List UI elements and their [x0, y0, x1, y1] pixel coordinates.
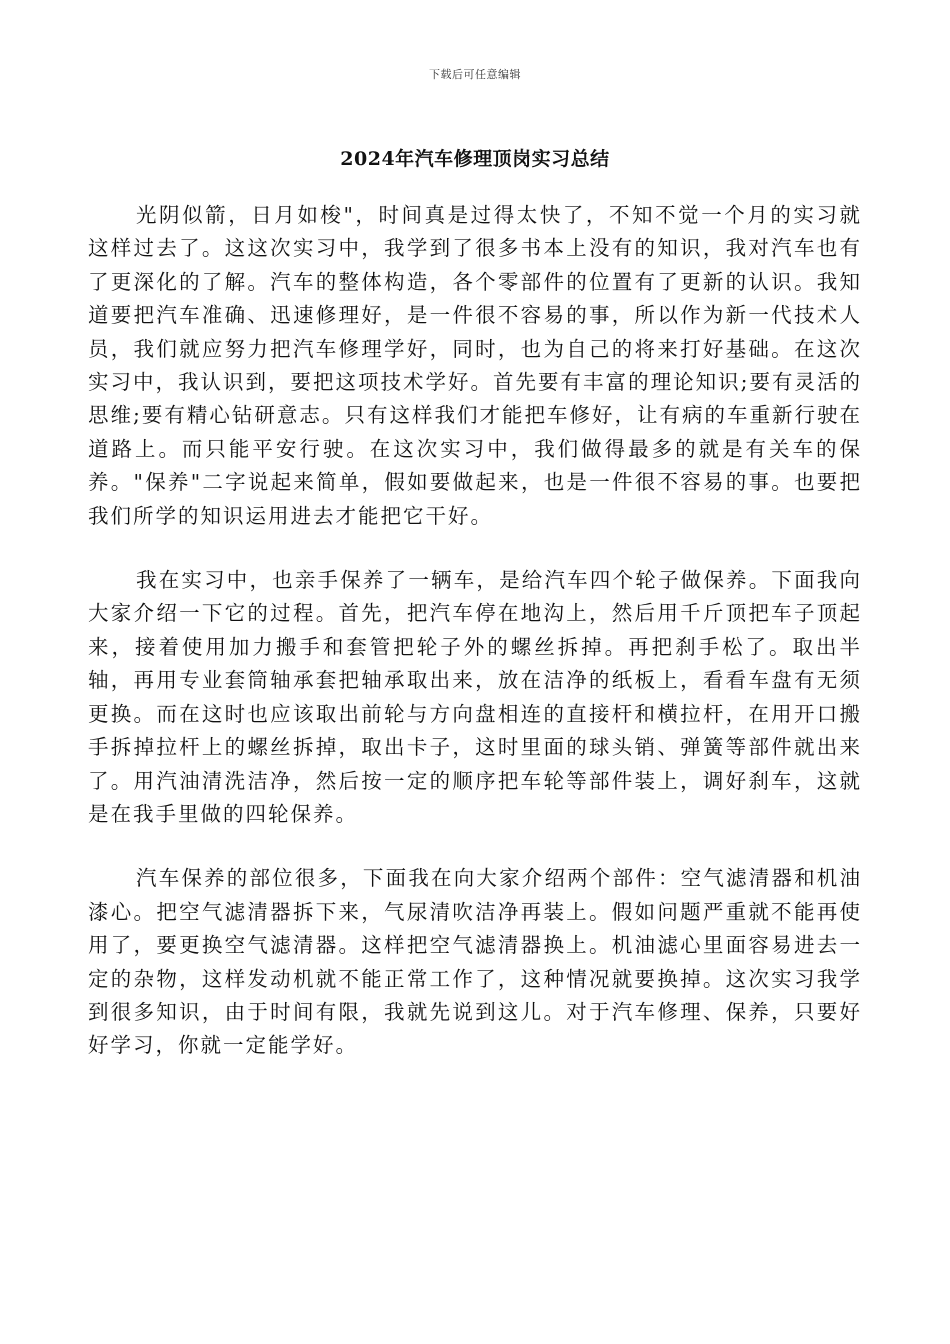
- paragraph-3: 汽车保养的部位很多，下面我在向大家介绍两个部件：空气滤清器和机油漆心。把空气滤清器拆下来，气尿清吹洁净再装上。假如问题严重就不能再使用了，要更换空气滤清器。这样把空气滤清器换上。机油滤心里面容易进去一定的杂物，这样发动机就不能正常工作了，这种情况就要换掉。这次实习我学到很多知识，由于时间有限，我就先说到这儿。对于汽车修理、保养，只要好好学习，你就一定能学好。: [88, 866, 862, 1058]
- header-note: 下载后可任意编辑: [429, 68, 521, 81]
- document-body: [88, 199, 862, 1094]
- document-title: 2024年汽车修理顶岗实习总结: [340, 148, 610, 170]
- paragraph-2: 我在实习中，也亲手保养了一辆车，是给汽车四个轮子做保养。下面我向大家介绍一下它的过程。首先，把汽车停在地沟上，然后用千斤顶把车子顶起来，接着使用加力搬手和套管把轮子外的螺丝拆掉。再把刹手松了。取出半轴，再用专业套筒轴承套把轴承取出来，放在洁净的纸板上，看看车盘有无须更换。而在这时也应该取出前轮与方向盘相连的直接杆和横拉杆，在用开口搬手拆掉拉杆上的螺丝拆掉，取出卡子，这时里面的球头销、弹簧等部件就出来了。用汽油清洗洁净，然后按一定的顺序把车轮等部件装上，调好刹车，这就是在我手里做的四轮保养。: [88, 568, 862, 826]
- paragraph-1: 光阴似箭，日月如梭"，时间真是过得太快了，不知不觉一个月的实习就这样过去了。这这次实习中，我学到了很多书本上没有的知识，我对汽车也有了更深化的了解。汽车的整体构造，各个零部件的位置有了更新的认识。我知道要把汽车准确、迅速修理好，是一件很不容易的事，所以作为新一代技术人员，我们就应努力把汽车修理学好，同时，也为自己的将来打好基础。在这次实习中，我认识到，要把这项技术学好。首先要有丰富的理论知识;要有灵活的思维;要有精心钻研意志。只有这样我们才能把车修好，让有病的车重新行驶在道路上。而只能平安行驶。在这次实习中，我们做得最多的就是有关车的保养。"保养"二字说起来简单，假如要做起来，也是一件很不容易的事。也要把我们所学的知识运用进去才能把它干好。: [88, 203, 862, 528]
